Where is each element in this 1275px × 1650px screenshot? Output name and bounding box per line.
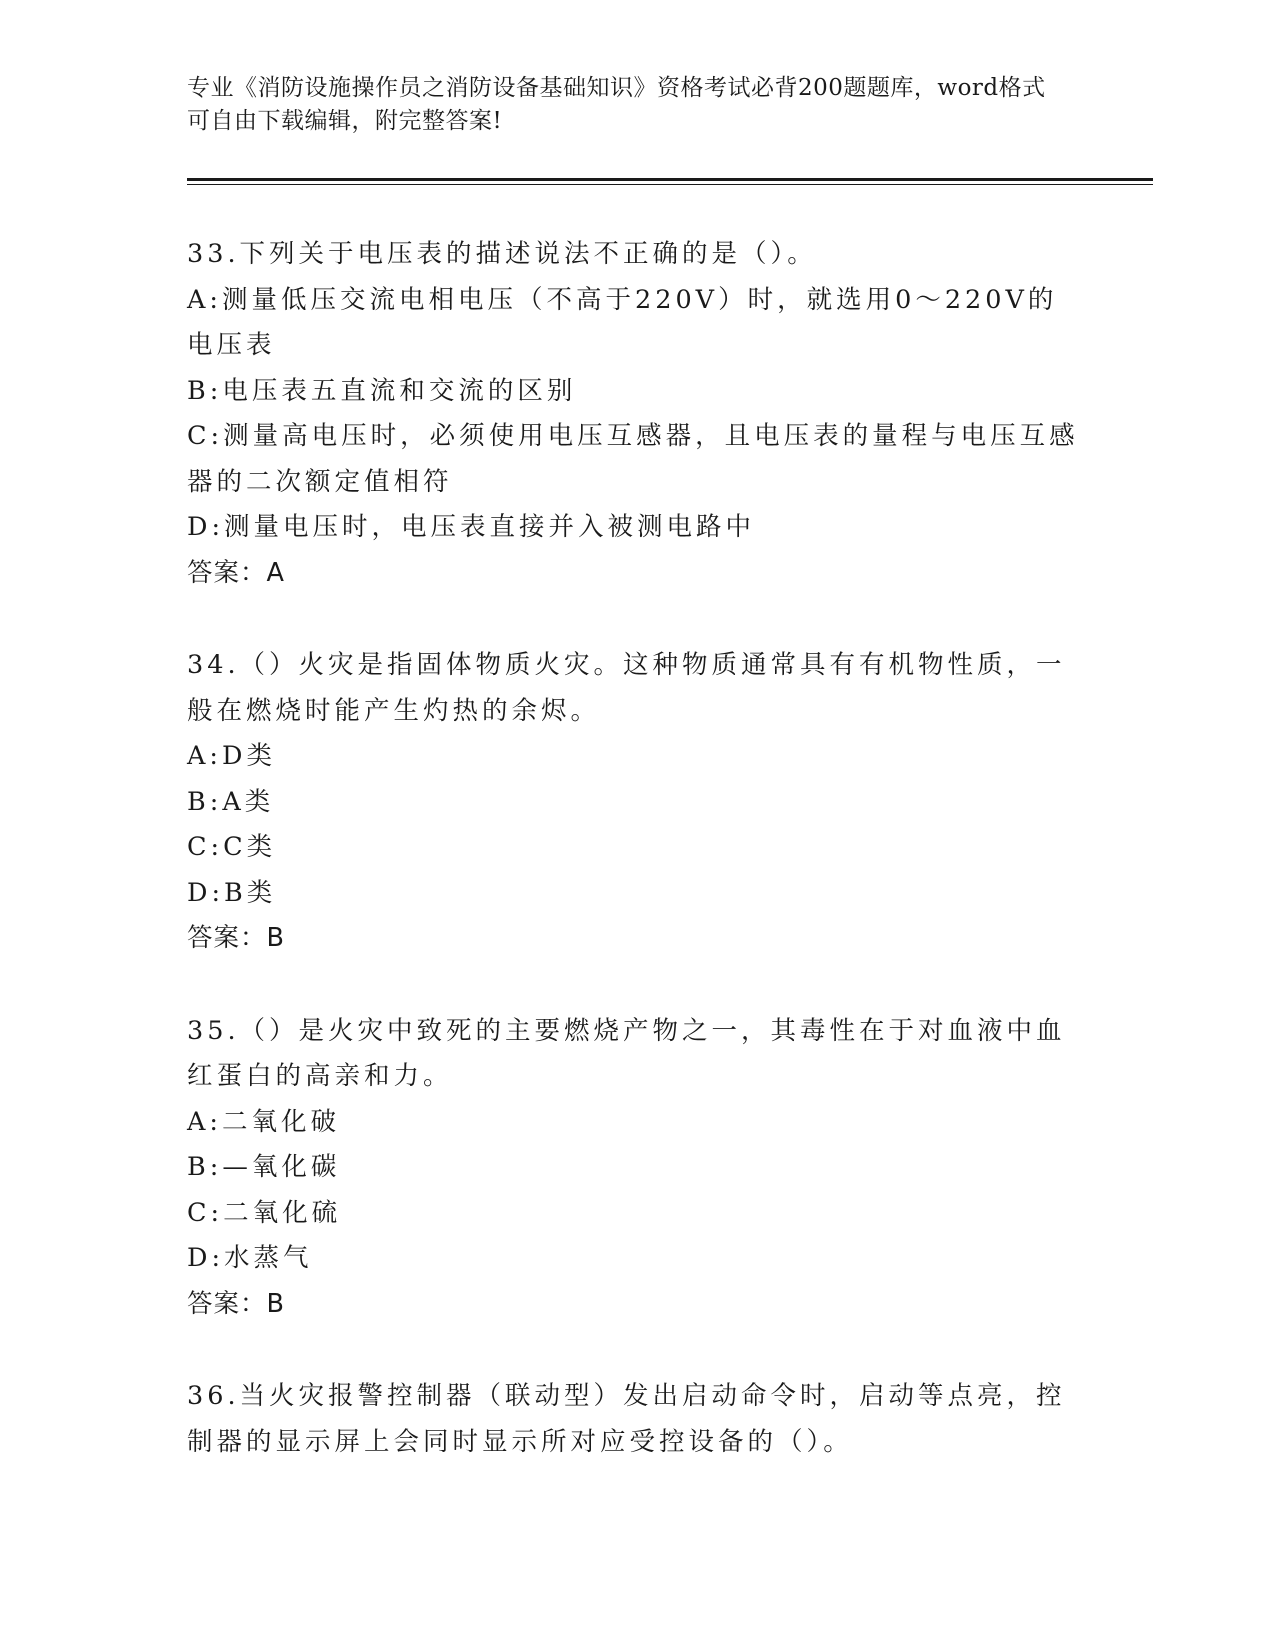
header-divider-thin xyxy=(187,184,1153,185)
question-list xyxy=(187,232,1082,1512)
header-divider-thick xyxy=(187,178,1153,181)
option-b: B:电压表五直流和交流的区别 xyxy=(187,375,577,406)
option-d: D:B类 xyxy=(187,877,277,908)
option-c: C:测量高电压时，必须使用电压互感器，且电压表的量程与电压互感器的二次额定值相符 xyxy=(187,421,1079,497)
document-header: 专业《消防设施操作员之消防设备基础知识》资格考试必背200题题库，word格式可自由下载编辑，附完整答案! xyxy=(187,75,1046,134)
answer-label: 答案：B xyxy=(187,1288,285,1319)
option-b: B:—氧化碳 xyxy=(187,1152,341,1182)
question-35 xyxy=(187,1009,1082,1328)
answer-label: 答案：B xyxy=(187,923,285,953)
question-34 xyxy=(187,643,1082,962)
option-a: A:测量低压交流电相电压（不高于220V）时，就选用0～220V的电压表 xyxy=(187,284,1058,360)
question-stem: 36.当火灾报警控制器（联动型）发出启动命令时，启动等点亮，控制器的显示屏上会同时显示所对应受控设备的（）。 xyxy=(187,1381,1066,1457)
answer-label: 答案：A xyxy=(187,557,285,588)
option-c: C:二氧化硫 xyxy=(187,1197,342,1228)
question-stem: 34.（）火灾是指固体物质火灾。这种物质通常具有有机物性质，一般在燃烧时能产生灼热的余烬。 xyxy=(187,650,1066,726)
question-36 xyxy=(187,1374,1082,1465)
option-b: B:A类 xyxy=(187,786,275,817)
option-a: A:二氧化破 xyxy=(187,1106,341,1137)
option-d: D:水蒸气 xyxy=(187,1243,313,1273)
option-d: D:测量电压时，电压表直接并入被测电路中 xyxy=(187,512,756,542)
option-a: A:D类 xyxy=(187,741,276,771)
question-stem: 33.下列关于电压表的描述说法不正确的是（）。 xyxy=(187,239,817,269)
question-33 xyxy=(187,232,1082,596)
option-c: C:C类 xyxy=(187,832,277,862)
question-stem: 35.（）是火灾中致死的主要燃烧产物之一，其毒性在于对血液中血红蛋白的高亲和力。 xyxy=(187,1015,1066,1091)
